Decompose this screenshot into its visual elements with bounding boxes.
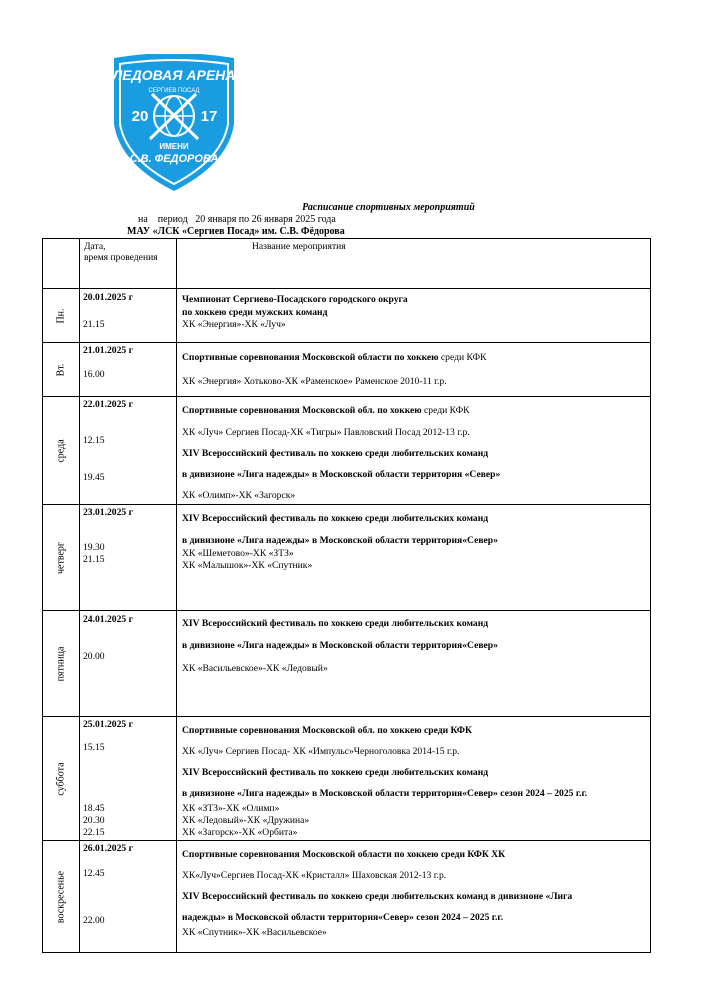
logo-year-right: 17 [200, 108, 218, 125]
event-line: ХК «Энергия»-ХК «Луч» [182, 319, 286, 330]
event-line: XIV Всероссийский фестиваль по хоккею среди любительских команд [182, 767, 489, 778]
event-date: 20.01.2025 г [83, 292, 133, 303]
event-cell [177, 505, 651, 611]
day-name: среда [55, 438, 67, 463]
date-cell [80, 505, 177, 611]
event-cell [177, 841, 651, 953]
date-cell [80, 841, 177, 953]
event-line: в дивизионе «Лига надежды» в Московской области территория «Север» [182, 469, 501, 480]
event-line: XIV Всероссийский фестиваль по хоккею среди любительских команд в дивизионе «Лига [182, 891, 573, 902]
table-row-sunday [43, 841, 651, 953]
event-time: 18.45 [83, 803, 105, 814]
day-name: Пн. [55, 307, 67, 324]
event-date: 21.01.2025 г [83, 345, 133, 356]
event-line: Спортивные соревнования Московской обл. по хоккею среди КФК [182, 725, 472, 736]
logo-name-line2: С.В. ФЕДОРОВА [129, 153, 219, 165]
event-time: 22.00 [83, 915, 105, 926]
event-date: 25.01.2025 г [83, 719, 133, 730]
day-name: Вт. [55, 363, 67, 376]
day-cell [43, 505, 80, 611]
event-line: ХК «Луч» Сергиев Посад-ХК «Тигры» Павловский Посад 2012-13 г.р. [182, 427, 470, 438]
date-cell [80, 611, 177, 717]
date-cell [80, 397, 177, 505]
event-line: ХК «Васильевское»-ХК «Ледовый» [182, 663, 328, 674]
event-time: 15.15 [83, 742, 105, 753]
day-name: пятница [55, 646, 67, 681]
event-time: 19.45 [83, 472, 105, 483]
table-row-friday [43, 611, 651, 717]
event-time: 20.00 [83, 651, 105, 662]
event-line: ХК «Луч» Сергиев Посад- ХК «Импульс»Черноголовка 2014-15 г.р. [182, 746, 460, 757]
day-cell [43, 841, 80, 953]
event-cell [177, 397, 651, 505]
event-time: 21.15 [83, 319, 105, 330]
event-line: ХК «Олимп»-ХК «Загорск» [182, 490, 296, 501]
table-row-saturday [43, 717, 651, 841]
day-name: четверг [55, 541, 67, 574]
day-name: суббота [55, 761, 67, 796]
event-line: надежды» в Московской области территория«Север» сезон 2024 – 2025 г.г. [182, 912, 504, 923]
event-line: в дивизионе «Лига надежды» в Московской области территория«Север» [182, 640, 498, 651]
day-cell [43, 717, 80, 841]
event-time: 21.15 [83, 554, 105, 565]
day-cell [43, 343, 80, 397]
event-time: 12.15 [83, 435, 105, 446]
day-cell [43, 611, 80, 717]
event-line: ХК«Луч»Сергиев Посад-ХК «Кристалл» Шаховская 2012-13 г.р. [182, 870, 447, 881]
event-line: ХК «Энергия» Хотьково-ХК «Раменское» Раменское 2010-11 г.р. [182, 376, 447, 387]
event-date: 26.01.2025 г [83, 843, 133, 854]
event-line: в дивизионе «Лига надежды» в Московской области территория«Север» сезон 2024 – 2025 г.г. [182, 788, 588, 799]
event-date: 24.01.2025 г [83, 614, 133, 625]
schedule-table [42, 238, 651, 953]
event-time: 20.30 [83, 815, 105, 826]
event-line: XIV Всероссийский фестиваль по хоккею среди любительских команд [182, 513, 489, 524]
header-time-label: время проведения [84, 252, 158, 263]
event-line: Спортивные соревнования Московской области по хоккею среди КФК [182, 352, 487, 363]
schedule-period: на период 20 января по 26 января 2025 года [138, 214, 336, 225]
event-date: 22.01.2025 г [83, 399, 133, 410]
logo-year-left: 20 [131, 108, 149, 125]
event-line: ХК «Спутник»-ХК «Васильевское» [182, 927, 327, 938]
header-date-label: Дата, [84, 241, 106, 252]
table-row-tuesday [43, 343, 651, 397]
event-line: ХК «Малышок»-ХК «Спутник» [182, 560, 313, 571]
event-cell [177, 611, 651, 717]
logo-title: ЛЕДОВАЯ АРЕНА [112, 67, 236, 83]
event-line: по хоккею среди мужских команд [182, 307, 328, 318]
date-cell [80, 717, 177, 841]
event-line: Чемпионат Сергиево-Посадского городского округа [182, 294, 408, 305]
header-day-cell [43, 239, 80, 289]
event-line: XIV Всероссийский фестиваль по хоккею среди любительских команд [182, 618, 489, 629]
table-row-thursday [43, 505, 651, 611]
day-name: воскресенье [55, 870, 67, 923]
event-line: ХК «ЗТЗ»-ХК «Олимп» [182, 803, 280, 814]
event-time: 16.00 [83, 369, 105, 380]
date-cell [80, 343, 177, 397]
arena-logo [110, 54, 238, 194]
logo-city: СЕРГИЕВ ПОСАД [148, 88, 200, 94]
organization-name: МАУ «ЛСК «Сергиев Посад» им. С.В. Фёдорова [127, 226, 345, 237]
date-cell [80, 289, 177, 343]
table-row-wednesday [43, 397, 651, 505]
event-time: 19.30 [83, 542, 105, 553]
day-cell [43, 289, 80, 343]
event-date: 23.01.2025 г [83, 507, 133, 518]
event-line: Спортивные соревнования Московской обл. по хоккею среди КФК [182, 405, 470, 416]
schedule-title: Расписание спортивных мероприятий [302, 202, 475, 213]
day-cell [43, 397, 80, 505]
logo-name-line1: ИМЕНИ [159, 142, 189, 151]
header-date-cell [80, 239, 177, 289]
table-header-row [43, 239, 651, 289]
event-cell [177, 289, 651, 343]
event-line: ХК «Загорск»-ХК «Орбита» [182, 827, 298, 838]
event-line: XIV Всероссийский фестиваль по хоккею среди любительских команд [182, 448, 489, 459]
event-cell [177, 343, 651, 397]
event-time: 22.15 [83, 827, 105, 838]
event-line: ХК «Ледовый»-ХК «Дружина» [182, 815, 310, 826]
table-row-monday [43, 289, 651, 343]
event-cell [177, 717, 651, 841]
event-line: ХК «Шеметово»-ХК «ЗТЗ» [182, 548, 294, 559]
event-line: Спортивные соревнования Московской области по хоккею среди КФК ХК [182, 849, 506, 860]
event-line: в дивизионе «Лига надежды» в Московской области территория«Север» [182, 535, 498, 546]
event-time: 12.45 [83, 868, 105, 879]
header-event-label: Название мероприятия [252, 241, 346, 252]
header-event-cell [177, 239, 651, 289]
